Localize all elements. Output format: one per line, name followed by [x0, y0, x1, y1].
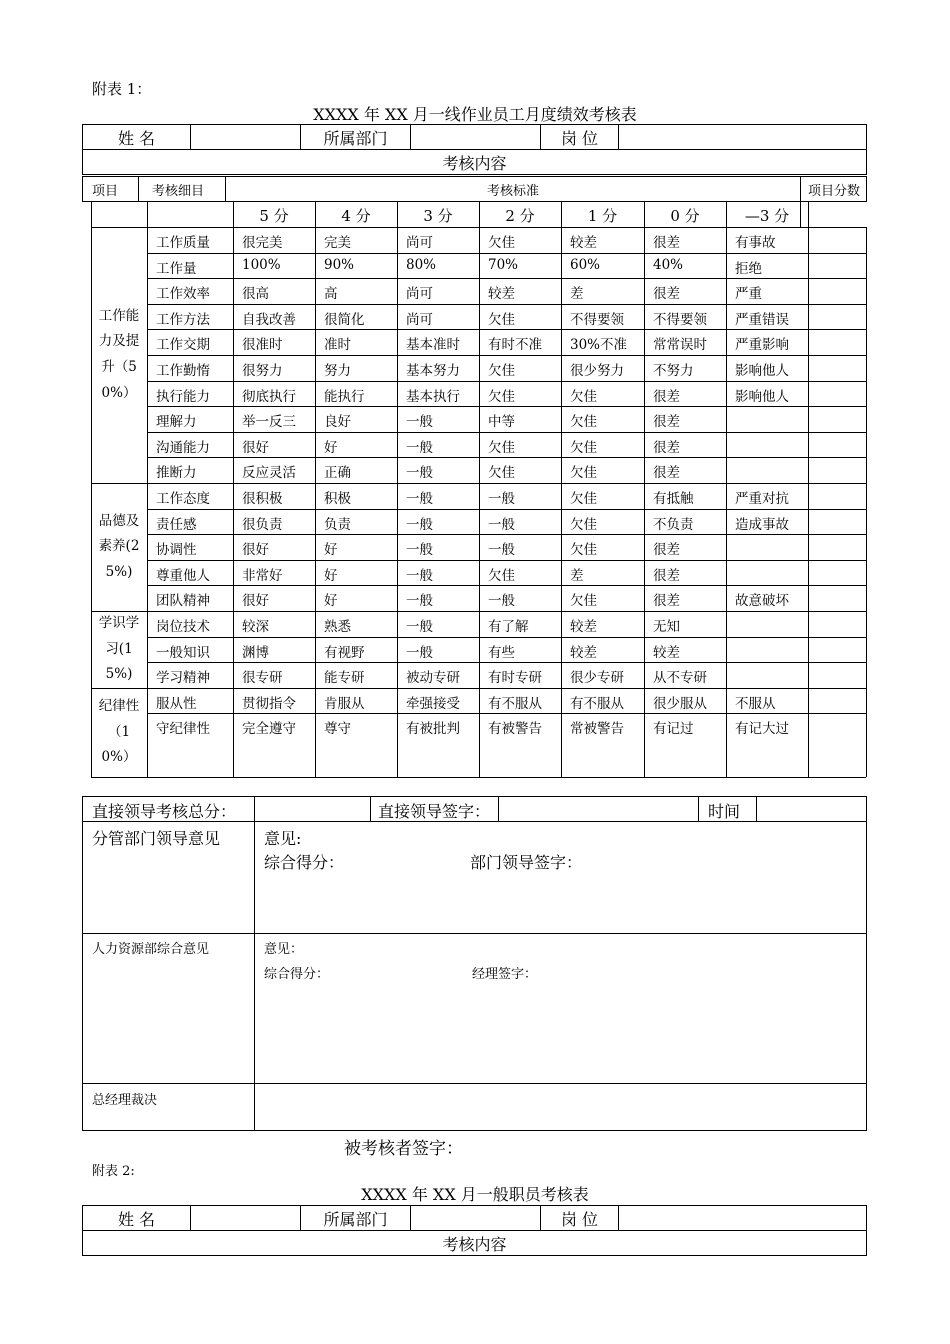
criteria-cell: 一般	[406, 542, 433, 559]
col-score-label: 项目分数	[808, 184, 861, 199]
post-field-2[interactable]	[619, 1206, 867, 1231]
dept-field-2[interactable]	[411, 1206, 541, 1231]
criteria-cell: 好	[324, 593, 338, 610]
item-score-field[interactable]	[810, 280, 864, 302]
criteria-cell: 不努力	[653, 363, 694, 379]
criteria-cell: 很好	[242, 593, 269, 610]
criteria-cell: 90%	[324, 256, 355, 273]
criteria-cell: 很少努力	[570, 363, 624, 379]
criteria-cell: 彻底执行	[242, 388, 296, 405]
dept-opinion-label: 分管部门领导意见	[92, 829, 221, 848]
criteria-item-label: 工作量	[156, 260, 197, 277]
criteria-cell: 尊守	[324, 721, 351, 738]
time-label: 时间	[708, 802, 741, 821]
criteria-cell: 很负责	[242, 516, 283, 533]
hr-opinion-text[interactable]: 意见：	[264, 942, 304, 957]
grid-row-line	[147, 585, 866, 586]
grid-group-line	[91, 777, 866, 778]
criteria-cell: 40%	[653, 256, 684, 273]
grid-top-line	[91, 201, 808, 202]
criteria-cell: 一般	[406, 619, 433, 635]
item-score-field[interactable]	[810, 459, 864, 481]
criteria-cell: 基本准时	[406, 337, 460, 354]
criteria-cell: 很差	[653, 439, 680, 456]
leader-sign-label: 直接领导签字：	[378, 802, 491, 821]
item-score-field[interactable]	[810, 331, 864, 353]
criteria-cell: 有记过	[653, 721, 694, 738]
grid-col-line	[233, 201, 234, 777]
criteria-cell: 欠佳	[570, 516, 597, 533]
hr-sign-label: 经理签字：	[472, 967, 538, 982]
item-score-field[interactable]	[810, 229, 864, 251]
criteria-cell: 80%	[406, 256, 437, 273]
grid-row-line	[147, 534, 866, 535]
criteria-cell: 常常误时	[653, 337, 707, 354]
item-score-field[interactable]	[810, 434, 864, 456]
grid-row-line	[147, 637, 866, 638]
grid-row-line	[147, 278, 866, 279]
grid-right-line	[866, 227, 867, 777]
criteria-cell: 很好	[242, 542, 269, 559]
criteria-cell: 一般	[488, 516, 515, 533]
criteria-cell: 很差	[653, 465, 680, 482]
criteria-cell: 很准时	[242, 337, 283, 354]
header-table-1	[82, 124, 867, 175]
criteria-cell: 一般	[406, 491, 433, 507]
dept-field[interactable]	[411, 125, 541, 150]
grid-col-line	[147, 201, 148, 777]
criteria-cell: 欠佳	[570, 593, 597, 610]
col-standard-label: 考核标准	[486, 184, 539, 199]
form-title-1: XXXX 年 XX 月一线作业员工月度绩效考核表	[313, 105, 637, 124]
criteria-cell: 差	[570, 286, 584, 303]
criteria-cell: 有时专研	[488, 670, 542, 687]
item-score-field[interactable]	[810, 715, 864, 737]
attachment-label-1: 附表 1：	[92, 80, 152, 98]
criteria-cell: 影响他人	[735, 388, 789, 405]
criteria-item-label: 执行能力	[156, 388, 210, 405]
criteria-item-label: 一般知识	[156, 644, 210, 661]
grid-row-line	[147, 432, 866, 433]
criteria-cell: 尚可	[406, 286, 433, 303]
criteria-cell: 欠佳	[570, 439, 597, 456]
criteria-cell: 好	[324, 542, 338, 559]
examinee-sign-label: 被考核者签字：	[344, 1139, 463, 1159]
criteria-cell: 渊博	[242, 644, 269, 661]
item-score-field[interactable]	[810, 690, 864, 712]
dept-label-2: 所属部门	[301, 1206, 411, 1231]
criteria-cell: 举一反三	[242, 414, 296, 431]
col-detail-label: 考核细目	[152, 184, 205, 199]
item-score-field[interactable]	[810, 587, 864, 609]
group-name: 工作能力及提升（50%）	[98, 307, 140, 401]
criteria-cell: 基本执行	[406, 388, 460, 405]
criteria-cell: 肯服从	[324, 695, 365, 712]
criteria-cell: 不服从	[735, 695, 776, 712]
criteria-cell: 有时不准	[488, 337, 542, 354]
item-score-field[interactable]	[810, 408, 864, 430]
criteria-item-label: 推断力	[156, 465, 197, 482]
criteria-cell: 很积极	[242, 491, 283, 507]
grid-col-line	[397, 201, 398, 777]
item-score-field[interactable]	[810, 562, 864, 584]
criteria-cell: 一般	[406, 414, 433, 431]
grid-col-line	[808, 201, 809, 777]
score-level-header: 2 分	[505, 207, 535, 225]
grid-row-line	[147, 713, 866, 714]
group-name: 学识学习(15%)	[98, 615, 140, 683]
criteria-cell: 较差	[570, 619, 597, 635]
content-label-2: 考核内容	[83, 1231, 867, 1256]
criteria-cell: 较差	[653, 644, 680, 661]
grid-col-line	[479, 201, 480, 777]
criteria-cell: 严重对抗	[735, 491, 789, 507]
grid-col-line	[91, 201, 92, 777]
grid-group-line	[91, 688, 866, 689]
criteria-cell: 尚可	[406, 311, 433, 328]
grid-row-line	[147, 355, 866, 356]
criteria-item-label: 守纪律性	[156, 721, 210, 738]
criteria-item-label: 沟通能力	[156, 439, 210, 456]
criteria-cell: 不负责	[653, 516, 694, 533]
criteria-cell: 欠佳	[570, 542, 597, 559]
grid-group-line	[91, 483, 866, 484]
criteria-cell: 有不服从	[570, 695, 624, 712]
criteria-cell: 自我改善	[242, 311, 296, 328]
total-score-field[interactable]	[256, 798, 368, 820]
criteria-cell: 欠佳	[488, 235, 515, 251]
name-field[interactable]	[191, 125, 301, 150]
item-score-field[interactable]	[810, 306, 864, 328]
criteria-cell: 一般	[488, 542, 515, 559]
score-level-header: 0 分	[670, 207, 700, 225]
criteria-cell: 一般	[488, 593, 515, 610]
criteria-cell: 一般	[488, 491, 515, 507]
criteria-cell: 熟悉	[324, 619, 351, 635]
criteria-cell: 很少专研	[570, 670, 624, 687]
name-field-2[interactable]	[191, 1206, 301, 1231]
criteria-item-label: 协调性	[156, 542, 197, 559]
criteria-item-label: 服从性	[156, 695, 197, 712]
item-score-field[interactable]	[810, 485, 864, 507]
criteria-cell: 很完美	[242, 235, 283, 251]
score-level-header: —3 分	[744, 207, 790, 225]
criteria-cell: 欠佳	[570, 465, 597, 482]
criteria-cell: 拒绝	[735, 260, 762, 277]
criteria-item-label: 工作效率	[156, 286, 210, 303]
grid-row-line	[147, 381, 866, 382]
criteria-cell: 负责	[324, 516, 351, 533]
criteria-item-label: 团队精神	[156, 593, 210, 610]
item-score-field[interactable]	[810, 639, 864, 661]
name-label: 姓 名	[83, 125, 191, 150]
criteria-cell: 好	[324, 567, 338, 584]
criteria-cell: 欠佳	[488, 465, 515, 482]
criteria-cell: 准时	[324, 337, 351, 354]
criteria-cell: 基本努力	[406, 363, 460, 379]
criteria-cell: 能专研	[324, 670, 365, 687]
score-level-header: 4 分	[341, 207, 371, 225]
criteria-item-label: 工作勤惰	[156, 363, 210, 379]
grid-col-line	[561, 201, 562, 777]
criteria-cell: 一般	[406, 567, 433, 584]
criteria-cell: 中等	[488, 414, 515, 431]
criteria-cell: 较差	[570, 644, 597, 661]
criteria-item-label: 学习精神	[156, 670, 210, 687]
criteria-cell: 有被批判	[406, 721, 460, 738]
criteria-cell: 反应灵活	[242, 465, 296, 482]
score-level-header: 1 分	[587, 207, 618, 225]
criteria-cell: 从不专研	[653, 670, 707, 687]
criteria-item-label: 岗位技术	[156, 619, 210, 635]
post-label: 岗 位	[541, 125, 619, 150]
grid-row-line	[147, 304, 866, 305]
criteria-cell: 一般	[406, 465, 433, 482]
grid-row-line	[147, 253, 866, 254]
grid-row-line	[147, 560, 866, 561]
criteria-cell: 有视野	[324, 644, 365, 661]
criteria-cell: 好	[324, 439, 338, 456]
item-score-field[interactable]	[810, 664, 864, 686]
criteria-item-label: 工作方法	[156, 311, 210, 328]
group-name: 品德及素养(25%)	[98, 512, 140, 580]
criteria-cell: 完全遵守	[242, 721, 296, 738]
criteria-cell: 很差	[653, 593, 680, 610]
criteria-item-label: 责任感	[156, 516, 197, 533]
criteria-cell: 欠佳	[570, 491, 597, 507]
criteria-cell: 正确	[324, 465, 351, 482]
item-score-field[interactable]	[810, 255, 864, 277]
criteria-cell: 一般	[406, 439, 433, 456]
criteria-cell: 100%	[242, 256, 281, 273]
criteria-cell: 欠佳	[570, 414, 597, 431]
criteria-cell: 严重	[735, 286, 762, 303]
criteria-cell: 非常好	[242, 567, 283, 584]
criteria-cell: 很高	[242, 286, 269, 303]
criteria-item-label: 工作质量	[156, 235, 210, 251]
hr-score-label: 综合得分：	[264, 967, 330, 982]
criteria-cell: 严重错误	[735, 311, 789, 328]
grid-group-line	[91, 611, 866, 612]
criteria-cell: 很差	[653, 542, 680, 559]
criteria-cell: 很差	[653, 235, 680, 251]
grid-col-line	[644, 201, 645, 777]
criteria-item-label: 尊重他人	[156, 567, 210, 584]
criteria-cell: 欠佳	[488, 388, 515, 405]
criteria-cell: 一般	[406, 593, 433, 610]
criteria-cell: 很差	[653, 567, 680, 584]
criteria-cell: 被动专研	[406, 670, 460, 687]
grid-row-line	[147, 457, 866, 458]
criteria-cell: 欠佳	[570, 388, 597, 405]
score-level-header: 5 分	[259, 207, 289, 225]
item-score-field[interactable]	[810, 613, 864, 635]
form-title-2: XXXX 年 XX 月一般职员考核表	[361, 1185, 589, 1204]
dept-score-label: 综合得分：	[264, 853, 345, 872]
criteria-cell: 较差	[488, 286, 515, 303]
criteria-cell: 70%	[488, 256, 519, 273]
grid-row-line	[147, 509, 866, 510]
criteria-item-label: 理解力	[156, 414, 197, 431]
criteria-cell: 牵强接受	[406, 695, 460, 712]
dept-opinion-text[interactable]: 意见:	[264, 829, 302, 848]
grid-col-line	[315, 201, 316, 777]
criteria-cell: 努力	[324, 363, 351, 379]
grid-row-line	[147, 329, 866, 330]
criteria-cell: 很简化	[324, 311, 365, 328]
item-score-field[interactable]	[810, 511, 864, 533]
gm-decision-field[interactable]	[256, 1085, 864, 1129]
criteria-cell: 造成事故	[735, 516, 789, 533]
criteria-cell: 有抵触	[653, 491, 694, 507]
hr-opinion-label: 人力资源部综合意见	[92, 942, 210, 957]
dept-sign-label: 部门领导签字：	[470, 853, 583, 872]
criteria-cell: 较差	[570, 235, 597, 251]
criteria-cell: 有记大过	[735, 721, 789, 738]
criteria-item-label: 工作态度	[156, 491, 210, 507]
name-label-2: 姓 名	[83, 1206, 191, 1231]
criteria-cell: 很少服从	[653, 695, 707, 712]
criteria-cell: 有了解	[488, 619, 529, 635]
dept-label: 所属部门	[301, 125, 411, 150]
criteria-cell: 较深	[242, 619, 269, 635]
item-score-field[interactable]	[810, 357, 864, 379]
criteria-cell: 有被警告	[488, 721, 542, 738]
criteria-cell: 很努力	[242, 363, 283, 379]
criteria-cell: 60%	[570, 256, 601, 273]
criteria-cell: 严重影响	[735, 337, 789, 354]
criteria-cell: 很好	[242, 439, 269, 456]
criteria-item-label: 工作交期	[156, 337, 210, 354]
post-field[interactable]	[619, 125, 867, 150]
criteria-cell: 很差	[653, 388, 680, 405]
criteria-cell: 一般	[406, 516, 433, 533]
criteria-cell: 不得要领	[570, 311, 624, 328]
grid-row-line	[147, 406, 866, 407]
criteria-cell: 差	[570, 567, 584, 584]
criteria-cell: 无知	[653, 619, 680, 635]
criteria-cell: 很差	[653, 414, 680, 431]
criteria-cell: 欠佳	[488, 363, 515, 379]
criteria-cell: 欠佳	[488, 311, 515, 328]
criteria-cell: 很差	[653, 286, 680, 303]
criteria-cell: 有事故	[735, 235, 776, 251]
time-field[interactable]	[758, 798, 864, 820]
grid-col-line	[726, 201, 727, 777]
criteria-cell: 故意破坏	[735, 593, 789, 610]
criteria-cell: 良好	[324, 414, 351, 431]
group-name: 纪律性（10%）	[98, 698, 140, 766]
criteria-cell: 完美	[324, 235, 351, 251]
content-label: 考核内容	[83, 150, 867, 175]
criteria-cell: 很专研	[242, 670, 283, 687]
header-table-2	[82, 1205, 867, 1256]
criteria-cell: 有些	[488, 644, 515, 661]
item-score-field[interactable]	[810, 383, 864, 405]
criteria-cell: 欠佳	[488, 439, 515, 456]
criteria-cell: 尚可	[406, 235, 433, 251]
score-level-header: 3 分	[423, 207, 453, 225]
criteria-cell: 能执行	[324, 388, 365, 405]
leader-sign-field[interactable]	[500, 798, 696, 820]
attachment-label-2: 附表 2:	[92, 1164, 135, 1179]
criteria-cell: 欠佳	[488, 567, 515, 584]
gm-decision-label: 总经理裁决	[92, 1093, 158, 1108]
post-label-2: 岗 位	[541, 1206, 619, 1231]
criteria-cell: 不得要领	[653, 311, 707, 328]
grid-header-line	[91, 227, 866, 228]
criteria-cell: 一般	[406, 644, 433, 661]
total-score-label: 直接领导考核总分：	[92, 802, 237, 821]
criteria-cell: 积极	[324, 491, 351, 507]
item-score-field[interactable]	[810, 536, 864, 558]
criteria-cell: 影响他人	[735, 363, 789, 379]
criteria-cell: 高	[324, 286, 338, 303]
criteria-cell: 有不服从	[488, 695, 542, 712]
grid-row-line	[147, 662, 866, 663]
criteria-cell: 30%不准	[570, 337, 628, 354]
criteria-cell: 常被警告	[570, 721, 624, 738]
criteria-cell: 贯彻指令	[242, 695, 296, 712]
col-project-label: 项目	[92, 184, 119, 199]
